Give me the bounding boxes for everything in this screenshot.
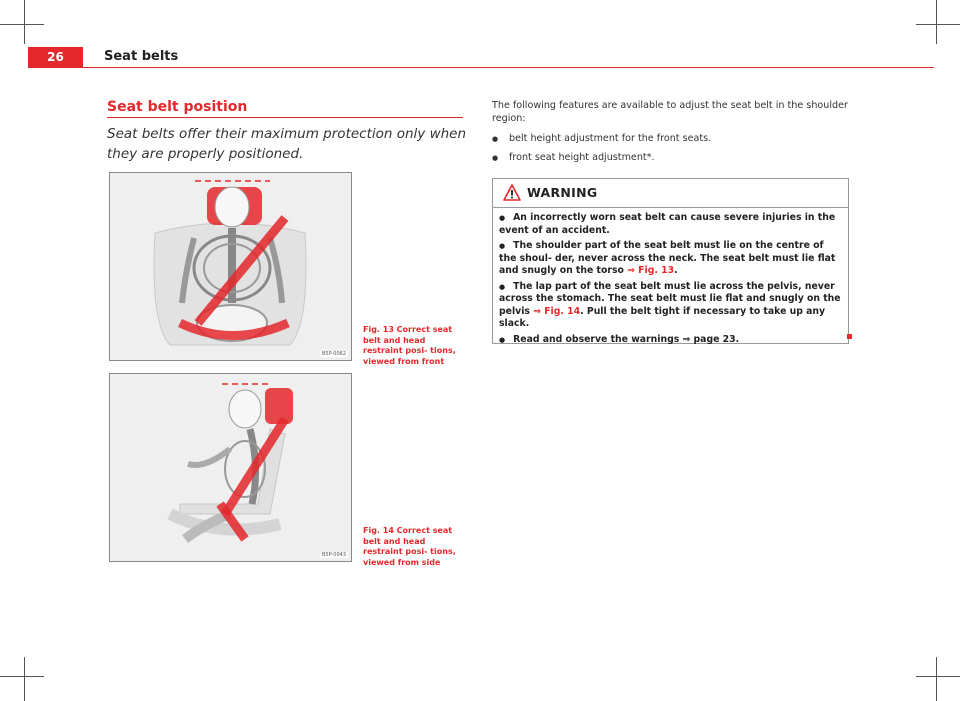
- crop-mark: [916, 24, 960, 25]
- crop-mark: [24, 657, 25, 701]
- warning-item: ● An incorrectly worn seat belt can cause severe injuries in the event of an accident.: [499, 212, 836, 236]
- page-number: 26: [28, 47, 83, 68]
- list-item: ● front seat height adjustment*.: [492, 152, 852, 165]
- warning-heading: WARNING: [527, 185, 598, 200]
- figure-caption: Fig. 14 Correct seat belt and head restraint posi- tions, viewed from side: [363, 526, 456, 567]
- warning-item: ● The shoulder part of the seat belt must lie on the centre of the shoul- der, never across the neck. The seat belt must lie flat and snugly on the torso ⇒ Fig. 13.: [499, 240, 836, 276]
- crop-mark: [916, 676, 960, 677]
- section-end-marker: [847, 334, 852, 339]
- running-header: Seat belts: [104, 49, 179, 64]
- right-column: [492, 100, 852, 170]
- section-rule: [107, 117, 463, 118]
- warning-list: [493, 208, 848, 346]
- figure-code: B5P-0043: [321, 552, 346, 558]
- warning-item: ● Read and observe the warnings ⇒ page 23.: [499, 333, 740, 345]
- section-title: Seat belt position: [107, 99, 248, 115]
- crop-mark: [936, 0, 937, 44]
- crop-mark: [936, 657, 937, 701]
- figure-code: B5P-0062: [321, 351, 346, 357]
- intro-text: Seat belts offer their maximum protection only when they are properly positioned.: [107, 126, 467, 162]
- adjustment-paragraph: The following features are available to adjust the seat belt in the shoulder region:: [492, 100, 848, 124]
- warning-box: [492, 178, 849, 344]
- crop-mark: [0, 24, 44, 25]
- crop-mark: [0, 676, 44, 677]
- header-rule: [28, 67, 934, 68]
- figure-reference-link[interactable]: ⇒ Fig. 14: [533, 305, 581, 317]
- crop-mark: [24, 0, 25, 44]
- figure-caption: Fig. 13 Correct seat belt and head restraint posi- tions, viewed from front: [363, 325, 456, 366]
- warning-item: ● The lap part of the seat belt must lie across the pelvis, never across the stomach. The seat belt must lie flat and snugly on the pelvis ⇒ Fig. 14. Pull the belt tight if necessary to take up any slack.: [499, 280, 841, 329]
- list-item: ● belt height adjustment for the front seats.: [492, 133, 852, 146]
- figure-front-view: [109, 172, 352, 361]
- warning-triangle-icon: [503, 184, 521, 201]
- warning-header: [493, 179, 848, 208]
- figure-reference-link[interactable]: ⇒ Fig. 13: [627, 265, 675, 276]
- side-view-illustration: [110, 374, 351, 561]
- figure-side-view: [109, 373, 352, 562]
- front-view-illustration: [110, 173, 351, 360]
- adjustment-list: [492, 133, 852, 164]
